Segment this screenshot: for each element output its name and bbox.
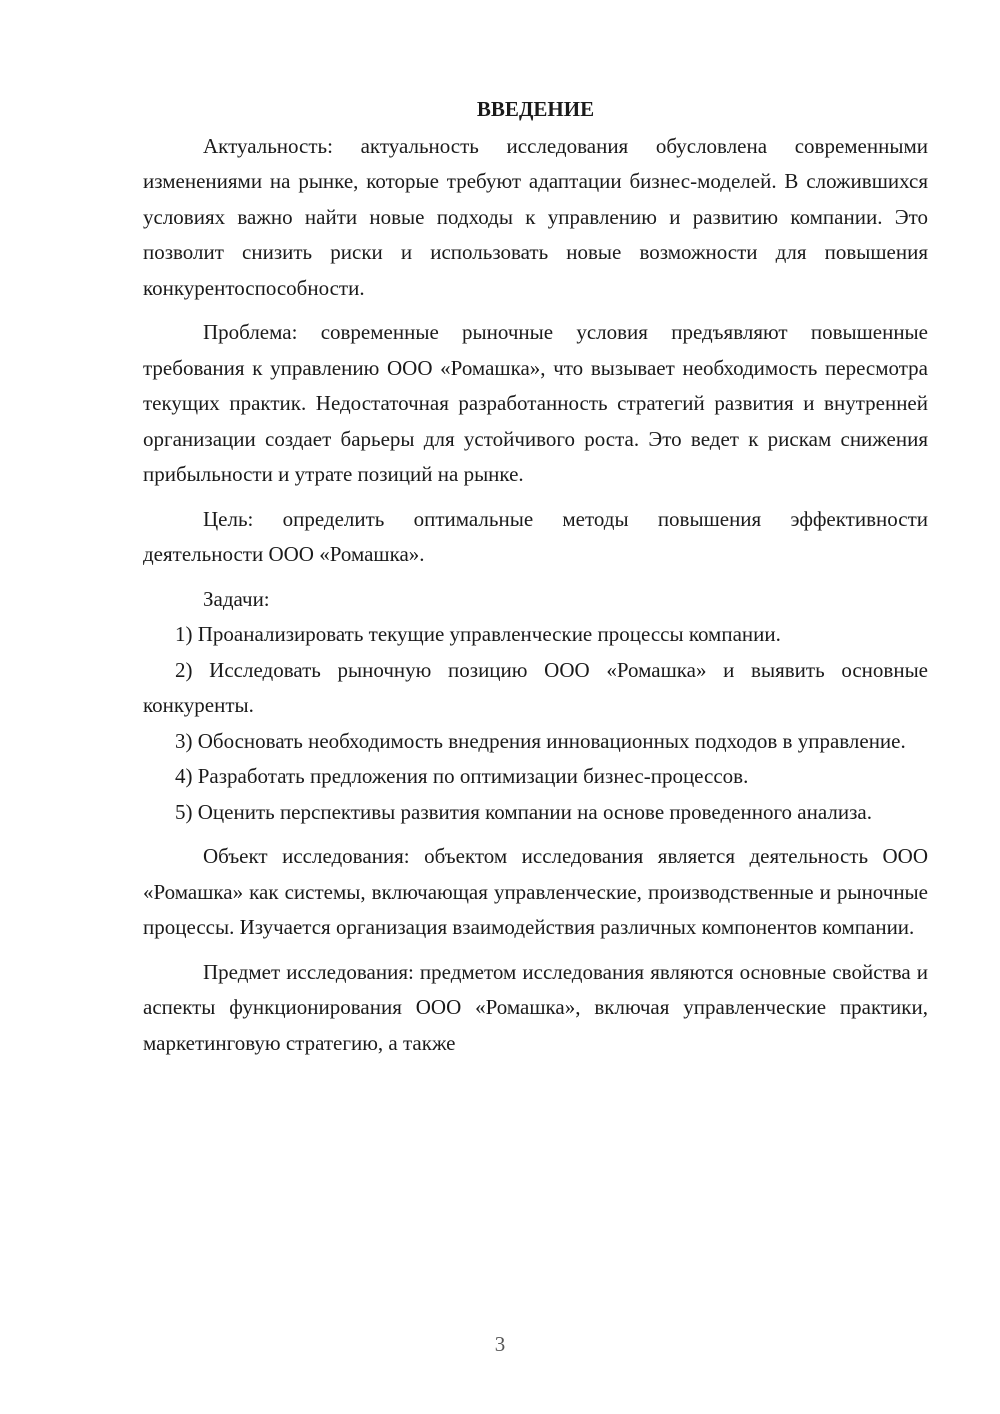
- task-item: 2) Исследовать рыночную позицию ООО «Ромашка» и выявить основные конкуренты.: [143, 657, 928, 717]
- task-item: 4) Разработать предложения по оптимизации бизнес-процессов.: [175, 764, 749, 788]
- goal-paragraph: Цель: определить оптимальные методы повышения эффективности деятельности ООО «Ромашка».: [143, 506, 928, 566]
- task-item: 1) Проанализировать текущие управленческие процессы компании.: [175, 622, 781, 646]
- page-number: 3: [494, 1332, 506, 1356]
- section-title: ВВЕДЕНИЕ: [476, 97, 595, 121]
- page-content: [143, 92, 928, 1061]
- subject-paragraph: Предмет исследования: предметом исследования являются основные свойства и аспекты функционирования ООО «Ромашка», включая управленческие практики, маркетинговую стратегию, а также: [143, 959, 928, 1055]
- object-paragraph: Объект исследования: объектом исследования является деятельность ООО «Ромашка» как системы, включающая управленческие, производственные и рыночные процессы. Изучается организация взаимодействия различных компонентов компании.: [143, 844, 928, 939]
- problem-paragraph: Проблема: современные рыночные условия предъявляют повышенные требования к управлению ООО «Ромашка», что вызывает необходимость пересмотра текущих практик. Недостаточная разработанность стратегий развития и внутренней организации создает барьеры для устойчивого роста. Это ведет к рискам снижения прибыльности и утрате позиций на рынке.: [143, 320, 928, 486]
- relevance-paragraph: Актуальность: актуальность исследования обусловлена современными изменениями на рынке, которые требуют адаптации бизнес-моделей. В сложившихся условиях важно найти новые подходы к управлению и развитию компании. Это позволит снизить риски и использовать новые возможности для повышения конкурентоспособности.: [143, 133, 928, 300]
- tasks-heading: Задачи:: [203, 586, 270, 611]
- task-item: 5) Оценить перспективы развития компании на основе проведенного анализа.: [175, 799, 872, 824]
- task-item: 3) Обосновать необходимость внедрения инновационных подходов в управление.: [175, 728, 906, 753]
